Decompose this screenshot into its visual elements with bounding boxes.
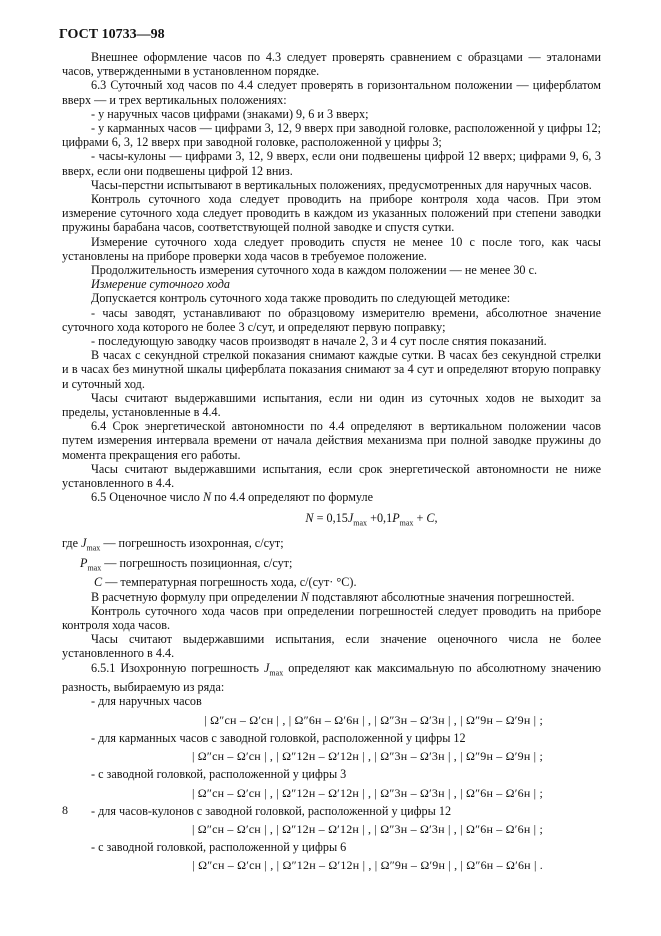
text-run: подставляют абсолютные значения погрешностей. bbox=[311, 589, 575, 604]
def-symbol: J bbox=[81, 536, 87, 551]
paragraph-6-5 bbox=[62, 490, 601, 504]
formula-j: J bbox=[347, 510, 354, 525]
list-label: - для часов-кулонов с заводной головкой, расположенной у цифры 12 bbox=[91, 803, 452, 818]
paragraph: Измерение суточного хода следует проводить спустя не менее 10 с после того, как часы установлены на приборе проверки хода часов в требуемое положение. bbox=[62, 234, 601, 263]
formula-coef: = 0,15 bbox=[313, 510, 348, 525]
formula-coef2: +0,1 bbox=[367, 510, 393, 525]
list-item: - часы-кулоны — цифрами 3, 12, 9 вверх, если они подвешены цифрой 12 вверх; цифрами 9, 6, 3 вверх, если они подвешены цифрой 12 вниз. bbox=[62, 149, 601, 178]
where-label: где bbox=[62, 536, 79, 551]
formula-plus: + bbox=[413, 510, 427, 525]
def-symbol: C bbox=[94, 575, 103, 590]
def-text: — погрешность позиционная, с/сут; bbox=[101, 555, 293, 570]
paragraph: 6.3 Суточный ход часов по 4.4 следует проверять в горизонтальном положении — циферблатом вверх — и трех вертикальных положениях: bbox=[62, 78, 601, 107]
abs-diff-series: | Ω″сн – Ω′сн | , | Ω″6н – Ω′6н | , | Ω″3н – Ω′3н | , | Ω″9н – Ω′9н | ; bbox=[204, 712, 543, 727]
paragraph: Допускается контроль суточного хода также проводить по следующей методике: bbox=[91, 291, 511, 306]
text-run: по 4.4 определяют по формуле bbox=[214, 490, 373, 505]
list-label: - для наручных часов bbox=[91, 694, 202, 709]
symbol-n: N bbox=[202, 490, 212, 505]
list-label: - с заводной головкой, расположенной у цифры 3 bbox=[91, 767, 347, 782]
text-run: В расчетную формулу при определении bbox=[91, 589, 298, 604]
def-text: — температурная погрешность хода, с/(сут· °C). bbox=[102, 575, 357, 590]
paragraph: В часах с секундной стрелкой показания снимают каждые сутки. В часах без секундной стрелки и в часах без минутной шкалы циферблата показания снимают за 4 сут и определяют вторую поправку и суточный ход. bbox=[62, 348, 601, 391]
paragraph: Внешнее оформление часов по 4.3 следует проверять сравнением с образцами — эталонами часов, утвержденными в установленном порядке. bbox=[62, 50, 601, 79]
formula bbox=[62, 511, 601, 531]
formula-lhs: N bbox=[305, 510, 314, 525]
text-run: 6.5 Оценочное число bbox=[91, 490, 200, 505]
paragraph: Часы считают выдержавшими испытания, если значение оценочного числа не более установленного в 4.4. bbox=[62, 632, 601, 661]
def-symbol-sub: max bbox=[87, 563, 102, 573]
list-item: - у наручных часов цифрами (знаками) 9, 6 и 3 вверх; bbox=[91, 106, 369, 121]
paragraph-6-5-1 bbox=[62, 661, 601, 695]
paragraph: Часы считают выдержавшими испытания, если срок энергетической автономности не ниже установленного в 4.4. bbox=[62, 461, 601, 491]
symbol-j-sub: max bbox=[269, 668, 284, 678]
paragraph bbox=[62, 590, 601, 604]
formula-j-sub: max bbox=[353, 517, 368, 527]
formula-p-sub: max bbox=[399, 517, 414, 527]
definition-p bbox=[62, 556, 601, 576]
text-run: определяют как максимальную по абсолютному значению разность, выбираемую из ряда: bbox=[62, 660, 602, 695]
paragraph: Часы считают выдержавшими испытания, если ни один из суточных ходов не выходит за пределы, установленные в 4.4. bbox=[62, 390, 601, 420]
paragraph: Часы-перстни испытывают в вертикальных положениях, предусмотренных для наручных часов. bbox=[91, 177, 592, 192]
definition-c bbox=[62, 575, 601, 589]
document-body bbox=[62, 50, 601, 877]
formula-p: P bbox=[392, 510, 400, 525]
abs-diff-series: | Ω″сн – Ω′сн | , | Ω″12н – Ω′12н | , | Ω″3н – Ω′3н | , | Ω″6н – Ω′6н | ; bbox=[191, 785, 543, 800]
list-label: - с заводной головкой, расположенной у цифры 6 bbox=[91, 840, 347, 855]
formula-end: , bbox=[434, 510, 438, 525]
text-run: 6.5.1 Изохронную погрешность bbox=[91, 660, 259, 675]
def-text: — погрешность изохронная, с/сут; bbox=[100, 536, 284, 551]
symbol-j: J bbox=[264, 660, 270, 675]
abs-diff-series: | Ω″сн – Ω′сн | , | Ω″12н – Ω′12н | , | Ω″3н – Ω′3н | , | Ω″6н – Ω′6н | ; bbox=[191, 821, 543, 836]
def-symbol-sub: max bbox=[86, 543, 101, 553]
definition-j bbox=[62, 536, 601, 556]
symbol-n: N bbox=[300, 589, 309, 604]
paragraph: 6.4 Срок энергетической автономности по 4.4 определяют в вертикальном положении часов путем измерения интервала времени от начала действия механизма при полной заводке пружины до момента прекращения его работы. bbox=[62, 419, 601, 462]
list-item: - последующую заводку часов производят в начале 2, 3 и 4 сут после снятия показаний. bbox=[91, 334, 547, 349]
page-number: 8 bbox=[62, 803, 68, 817]
abs-diff-series: | Ω″сн – Ω′сн | , | Ω″12н – Ω′12н | , | Ω″9н – Ω′9н | , | Ω″6н – Ω′6н | . bbox=[192, 858, 543, 873]
section-subheading: Измерение суточного хода bbox=[91, 277, 231, 292]
abs-diff-series: | Ω″сн – Ω′сн | , | Ω″12н – Ω′12н | , | Ω″3н – Ω′3н | , | Ω″9н – Ω′9н | ; bbox=[191, 749, 543, 764]
list-item: - у карманных часов — цифрами 3, 12, 9 вверх при заводной головке, расположенной у цифры 12; цифрами 6, 3, 12 вверх при заводной головке, расположенной у цифры 3; bbox=[62, 121, 601, 150]
formula-c: C bbox=[426, 510, 435, 525]
def-symbol: P bbox=[80, 555, 88, 570]
list-label: - для карманных часов с заводной головкой, расположенной у цифры 12 bbox=[91, 730, 466, 745]
document-header: ГОСТ 10733—98 bbox=[59, 27, 165, 42]
list-item: - часы заводят, устанавливают по образцовому измерителю времени, абсолютное значение суточного хода которого не более 3 с/сут, и определяют первую поправку; bbox=[62, 305, 601, 334]
paragraph: Продолжительность измерения суточного хода в каждом положении — не менее 30 с. bbox=[91, 263, 538, 278]
paragraph: Контроль суточного хода часов при определении погрешностей следует проводить на приборе контроля хода часов. bbox=[62, 603, 601, 633]
paragraph: Контроль суточного хода следует проводить на приборе контроля хода часов. При этом измерение суточного хода следует проводить в каждом из указанных положений при степени заводки пружины барабана часов, соответствующей полной заводке и спустя сутки. bbox=[62, 192, 601, 235]
